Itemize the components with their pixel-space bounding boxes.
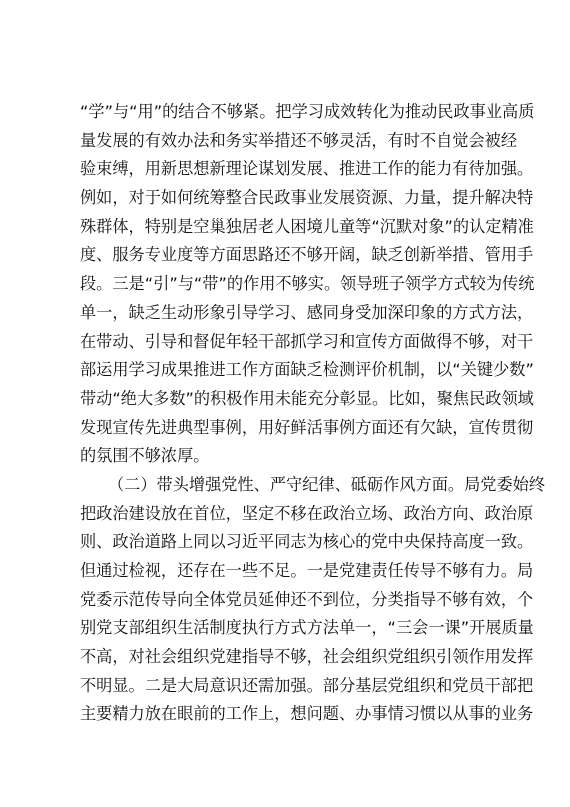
- text-line: 不明显。二是大局意识还需加强。部分基层党组织和党员干部把: [80, 675, 534, 695]
- text-line: 则、政治道路上同以习近平同志为核心的党中央保持高度一致。: [80, 532, 534, 552]
- text-line: 部运用学习成果推进工作方面缺乏检测评价机制，以“关键少数”: [80, 360, 534, 380]
- document-body-text: [80, 98, 546, 729]
- text-line: 别党支部组织生活制度执行方式方法单一，“三会一课”开展质量: [80, 618, 534, 638]
- text-line: 殊群体，特别是空巢独居老人困境儿童等“沉默对象”的认定精准: [80, 216, 534, 236]
- text-line: 把政治建设放在首位，坚定不移在政治立场、政治方向、政治原: [80, 503, 534, 523]
- text-line: “学”与“用”的结合不够紧。把学习成效转化为推动民政事业高质: [80, 102, 535, 121]
- text-line: 不高，对社会组织党建指导不够，社会组织党组织引领作用发挥: [80, 647, 534, 667]
- text-line: 带动“绝大多数”的积极作用未能充分彰显。比如，聚焦民政领域: [80, 388, 534, 408]
- text-line: 单一，缺乏生动形象引导学习、感同身受加深印象的方式方法，: [80, 302, 534, 322]
- text-line: 在带动、引导和督促年轻干部抓学习和宣传方面做得不够，对干: [80, 331, 534, 351]
- text-line: 验束缚，用新思想新理论谋划发展、推进工作的能力有待加强。: [80, 159, 534, 179]
- text-line: 例如，对于如何统筹整合民政事业发展资源、力量，提升解决特: [80, 188, 534, 208]
- text-line: 党委示范传导向全体党员延伸还不到位，分类指导不够有效，个: [80, 589, 534, 609]
- text-line: 主要精力放在眼前的工作上，想问题、办事情习惯以从事的业务: [80, 704, 534, 724]
- text-line: 发现宣传先进典型事例，用好鲜活事例方面还有欠缺，宣传贯彻: [80, 417, 534, 437]
- text-line: 量发展的有效办法和务实举措还不够灵活，有时不自觉会被经: [80, 130, 518, 150]
- section-heading-line: （二）带头增强党性、严守纪律、砥砺作风方面。局党委始终: [108, 474, 546, 494]
- text-line: 段。三是“引”与“带”的作用不够实。领导班子领学方式较为传统: [80, 274, 535, 294]
- text-line: 但通过检视，还存在一些不足。一是党建责任传导不够有力。局: [80, 561, 534, 580]
- text-line: 度、服务专业度等方面思路还不够开阔，缺乏创新举措、管用手: [80, 245, 534, 265]
- text-line: 的氛围不够浓厚。: [80, 446, 210, 466]
